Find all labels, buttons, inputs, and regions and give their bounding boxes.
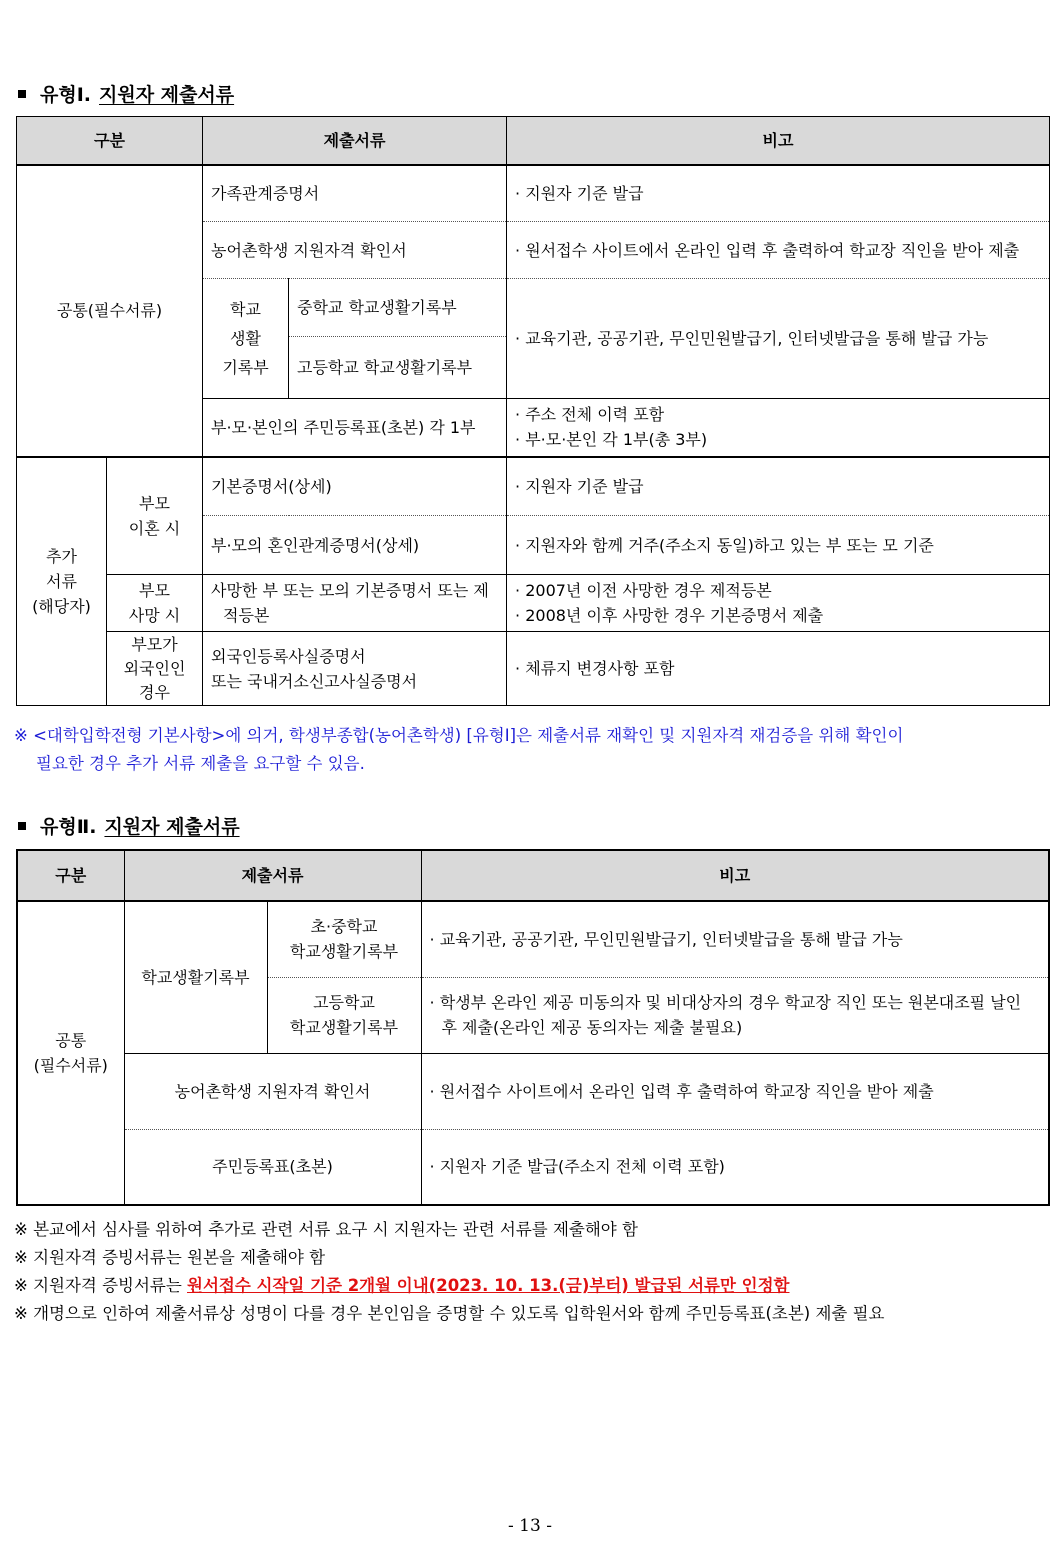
additional-docs-notice bbox=[14, 722, 1054, 778]
note-family-cert: · 지원자 기준 발급 bbox=[507, 165, 1050, 222]
footnote-2: ※ 지원자격 증빙서류는 원본을 제출해야 함 bbox=[14, 1248, 326, 1267]
doc-foreign-cert bbox=[203, 632, 507, 706]
doc-foreign-a: 외국인등록사실증명서 bbox=[211, 646, 366, 666]
footnote-4: ※ 개명으로 인하여 제출서류상 성명이 다를 경우 본인임을 증명할 수 있도록 입학원서와 함께 주민등록표(초본) 제출 필요 bbox=[14, 1304, 885, 1323]
doc-death-cert: 사망한 부 또는 모의 기본증명서 또는 제적등본 bbox=[203, 575, 507, 632]
section1-title-prefix: 유형Ⅰ. bbox=[40, 84, 91, 106]
square-bullet-icon bbox=[18, 822, 26, 830]
school-record-label: 학교 생활 기록부 bbox=[203, 279, 289, 399]
header-category: 구분 bbox=[17, 117, 203, 165]
note-death-a: · 2007년 이전 사망한 경우 제적등본 bbox=[515, 581, 772, 600]
header-remarks: 비고 bbox=[507, 117, 1050, 165]
common2-label: 공통 (필수서류) bbox=[17, 901, 124, 1205]
section2-title: 지원자 제출서류 bbox=[104, 816, 240, 838]
footnote-1: ※ 본교에서 심사를 위하여 추가로 관련 서류 요구 시 지원자는 관련 서류를 제출해야 함 bbox=[14, 1220, 638, 1239]
notice-line-1: ※ <대학입학전형 기본사항>에 의거, 학생부종합(농어촌학생) [유형I]은 제출서류 재확인 및 지원자격 재검증을 위해 확인이 bbox=[14, 726, 904, 745]
header2-remarks: 비고 bbox=[421, 850, 1049, 901]
death-label: 부모 사망 시 bbox=[107, 575, 203, 632]
doc-basic-cert: 기본증명서(상세) bbox=[203, 457, 507, 516]
header-documents: 제출서류 bbox=[203, 117, 507, 165]
header2-documents: 제출서류 bbox=[124, 850, 421, 901]
doc-resident-registration: 부·모·본인의 주민등록표(초본) 각 1부 bbox=[203, 399, 507, 457]
footnotes bbox=[14, 1216, 1054, 1328]
common-required-label: 공통(필수서류) bbox=[17, 165, 203, 457]
doc-high-school-record: 고등학교 학교생활기록부 bbox=[289, 337, 507, 399]
doc-rural-cert: 농어촌학생 지원자격 확인서 bbox=[203, 222, 507, 279]
section2-table bbox=[16, 849, 1050, 1206]
doc-foreign-b: 또는 국내거소신고사실증명서 bbox=[211, 671, 418, 691]
note-basic-cert: · 지원자 기준 발급 bbox=[507, 457, 1050, 516]
section2-title-prefix: 유형Ⅱ. bbox=[40, 816, 97, 838]
doc2-resident: 주민등록표(초본) bbox=[124, 1129, 421, 1205]
note-death-cert bbox=[507, 575, 1050, 632]
extra-docs-label: 추가 서류 (해당자) bbox=[17, 457, 107, 706]
note2-rural-cert: · 원서접수 사이트에서 온라인 입력 후 출력하여 학교장 직인을 받아 제출 bbox=[421, 1053, 1049, 1129]
header2-category: 구분 bbox=[17, 850, 124, 901]
note-foreign-cert: · 체류지 변경사항 포함 bbox=[507, 632, 1050, 706]
note-school-record: · 교육기관, 공공기관, 무인민원발급기, 인터넷발급을 통해 발급 가능 bbox=[507, 279, 1050, 399]
section1-title: 지원자 제출서류 bbox=[99, 84, 235, 106]
square-bullet-icon bbox=[18, 90, 26, 98]
note-resident-a: · 주소 전체 이력 포함 bbox=[515, 405, 665, 425]
section1-table bbox=[16, 116, 1050, 706]
footnote-3 bbox=[14, 1272, 1054, 1300]
note-high-record: · 학생부 온라인 제공 미동의자 및 비대상자의 경우 학교장 직인 또는 원본대조필 날인 후 제출(온라인 제공 동의자는 제출 불필요) bbox=[421, 977, 1049, 1053]
doc-middle-school-record: 중학교 학교생활기록부 bbox=[289, 279, 507, 337]
footnote-3-highlight: 원서접수 시작일 기준 2개월 이내(2023. 10. 13.(금)부터) 발급된 서류만 인정함 bbox=[187, 1276, 790, 1295]
note-resident-b: · 부·모·본인 각 1부(총 3부) bbox=[515, 430, 708, 450]
doc-elem-middle-record: 초·중학교 학교생활기록부 bbox=[267, 901, 421, 977]
doc-family-cert: 가족관계증명서 bbox=[203, 165, 507, 222]
note-resident-registration bbox=[507, 399, 1050, 457]
note-death-b: · 2008년 이후 사망한 경우 기본증명서 제출 bbox=[515, 606, 824, 625]
notice-line-2: 필요한 경우 추가 서류 제출을 요구할 수 있음. bbox=[36, 754, 365, 773]
doc2-rural-cert: 농어촌학생 지원자격 확인서 bbox=[124, 1053, 421, 1129]
record2-label: 학교생활기록부 bbox=[124, 901, 267, 1053]
doc-marriage-cert: 부·모의 혼인관계증명서(상세) bbox=[203, 516, 507, 575]
note-rural-cert: · 원서접수 사이트에서 온라인 입력 후 출력하여 학교장 직인을 받아 제출 bbox=[507, 222, 1050, 279]
footnote-3-prefix: ※ 지원자격 증빙서류는 bbox=[14, 1276, 188, 1295]
page-number: - 13 - bbox=[508, 1516, 552, 1536]
note2-resident: · 지원자 기준 발급(주소지 전체 이력 포함) bbox=[421, 1129, 1049, 1205]
note-elem-middle-record: · 교육기관, 공공기관, 무인민원발급기, 인터넷발급을 통해 발급 가능 bbox=[421, 901, 1049, 977]
note-marriage-cert: · 지원자와 함께 거주(주소지 동일)하고 있는 부 또는 모 기준 bbox=[507, 516, 1050, 575]
section2-heading bbox=[18, 812, 240, 839]
divorce-label: 부모 이혼 시 bbox=[107, 457, 203, 575]
foreign-label: 부모가 외국인인 경우 bbox=[107, 632, 203, 706]
doc-high-record: 고등학교 학교생활기록부 bbox=[267, 977, 421, 1053]
section1-heading bbox=[18, 80, 234, 107]
